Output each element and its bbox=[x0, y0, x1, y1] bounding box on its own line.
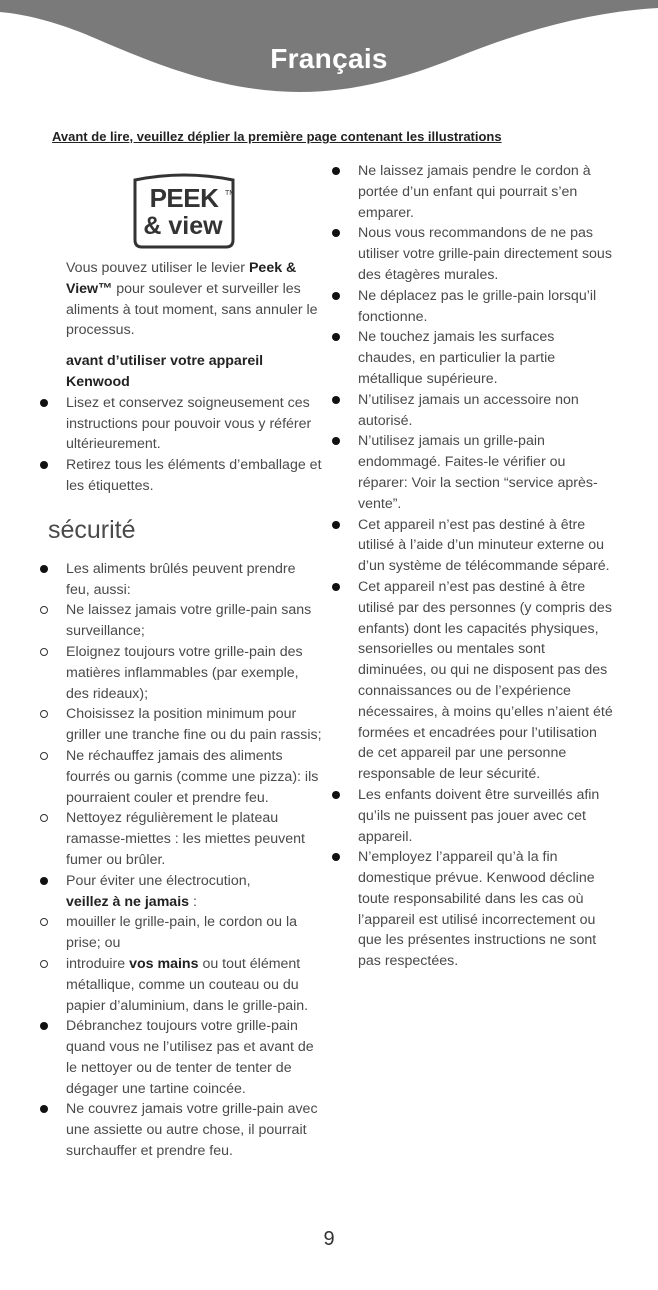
shock-item-text-start: introduire bbox=[66, 955, 130, 972]
peek-and-view-logo bbox=[129, 168, 239, 250]
header-banner bbox=[0, 0, 658, 115]
unfold-instruction: Avant de lire, veuillez déplier la première page contenant les illustrations bbox=[52, 129, 502, 144]
before-use-heading: avant d’utiliser votre appareil Kenwood bbox=[66, 353, 264, 390]
list-item: Cet appareil n’est pas destiné à être utilisé à l’aide d’un minuteur externe ou d’un système de télécommande séparé. bbox=[358, 515, 614, 577]
logo-view-text: & view bbox=[143, 212, 223, 240]
intro-text-start: Vous pouvez utiliser le levier bbox=[66, 260, 249, 276]
left-column bbox=[48, 168, 322, 1162]
list-item: Ne déplacez pas le grille-pain lorsqu’il fonctionne. bbox=[358, 286, 614, 328]
list-item: Ne laissez jamais votre grille-pain sans surveillance; bbox=[66, 600, 322, 642]
list-item: Retirez tous les éléments d’emballage et les étiquettes. bbox=[66, 455, 322, 497]
list-item: Débranchez toujours votre grille-pain quand vous ne l’utilisez pas et avant de le nettoyer ou de tenter de tenter de dégager une tartine coincée. bbox=[66, 1016, 322, 1099]
intro-product-name: Peek & View™ bbox=[66, 260, 297, 297]
list-item: Choisissez la position minimum pour griller une tranche fine ou du pain rassis; bbox=[66, 704, 322, 746]
list-item: Les aliments brûlés peuvent prendre feu, aussi: bbox=[66, 559, 322, 601]
intro-paragraph bbox=[66, 258, 322, 341]
page-number: 9 bbox=[323, 1228, 335, 1250]
list-item: Nettoyez régulièrement le plateau ramasse-miettes : les miettes peuvent fumer ou brûler. bbox=[66, 808, 322, 870]
before-use-list bbox=[66, 393, 322, 497]
list-item: N’employez l’appareil qu’à la fin domestique prévue. Kenwood décline toute responsabilité dans les cas où l’appareil est utilisé incorrectement ou que les présentes instructions ne sont pas respectées. bbox=[358, 847, 614, 972]
list-item: N’utilisez jamais un grille-pain endommagé. Faites-le vérifier ou réparer: Voir la section “service après-vente”. bbox=[358, 431, 614, 514]
intro-text-end: pour soulever et surveiller les aliments à tout moment, sans annuler le processus. bbox=[66, 280, 318, 339]
list-item bbox=[66, 871, 322, 913]
list-item: mouiller le grille-pain, le cordon ou la prise; ou bbox=[66, 912, 322, 954]
shock-colon: : bbox=[189, 893, 197, 910]
list-item: Nous vous recommandons de ne pas utiliser votre grille-pain directement sous des étagères murales. bbox=[358, 223, 614, 285]
page-title: Français bbox=[270, 43, 388, 74]
list-item: Ne touchez jamais les surfaces chaudes, en particulier la partie métallique supérieure. bbox=[358, 327, 614, 389]
shock-item-bold: vos mains bbox=[129, 955, 199, 972]
list-item: Les enfants doivent être surveillés afin qu’ils ne puissent pas jouer avec cet appareil. bbox=[358, 785, 614, 847]
logo-peek-text: PEEK bbox=[149, 183, 219, 213]
list-item: Ne laissez jamais pendre le cordon à portée d’un enfant qui pourrait s’en emparer. bbox=[358, 161, 614, 223]
list-item: N’utilisez jamais un accessoire non autorisé. bbox=[358, 390, 614, 432]
logo-trademark: TM bbox=[225, 190, 236, 197]
list-item: Lisez et conservez soigneusement ces instructions pour pouvoir vous y référer ultérieurement. bbox=[66, 393, 322, 455]
shock-item-text-end: ou tout élément métallique, comme un couteau ou du papier d’aluminium, dans le grille-pain. bbox=[66, 955, 309, 1014]
shock-intro-text: Pour éviter une électrocution, bbox=[66, 872, 251, 889]
list-item: Eloignez toujours votre grille-pain des matières inflammables (par exemple, des rideaux); bbox=[66, 642, 322, 704]
list-item: Ne couvrez jamais votre grille-pain avec une assiette ou autre chose, il pourrait surchauffer et prendre feu. bbox=[66, 1099, 322, 1161]
safety-list-left bbox=[66, 559, 322, 1162]
right-column bbox=[358, 161, 614, 972]
list-item bbox=[66, 954, 322, 1016]
list-item: Cet appareil n’est pas destiné à être utilisé par des personnes (y compris des enfants) dont les capacités physiques, sensorielles ou mentales sont diminuées, ou qui ne disposent pas des connaissances ou de l’expérience nécessaires, à moins qu’elles n’aient été formées et encadrées pour l’utilisation de cet appareil par une personne responsable de leur sécurité. bbox=[358, 577, 614, 785]
safety-list-right bbox=[358, 161, 614, 972]
list-item: Ne réchauffez jamais des aliments fourrés ou garnis (comme une pizza): ils pourraient couler et prendre feu. bbox=[66, 746, 322, 808]
safety-heading: sécurité bbox=[48, 515, 136, 544]
shock-bold-text: veillez à ne jamais bbox=[66, 893, 190, 910]
